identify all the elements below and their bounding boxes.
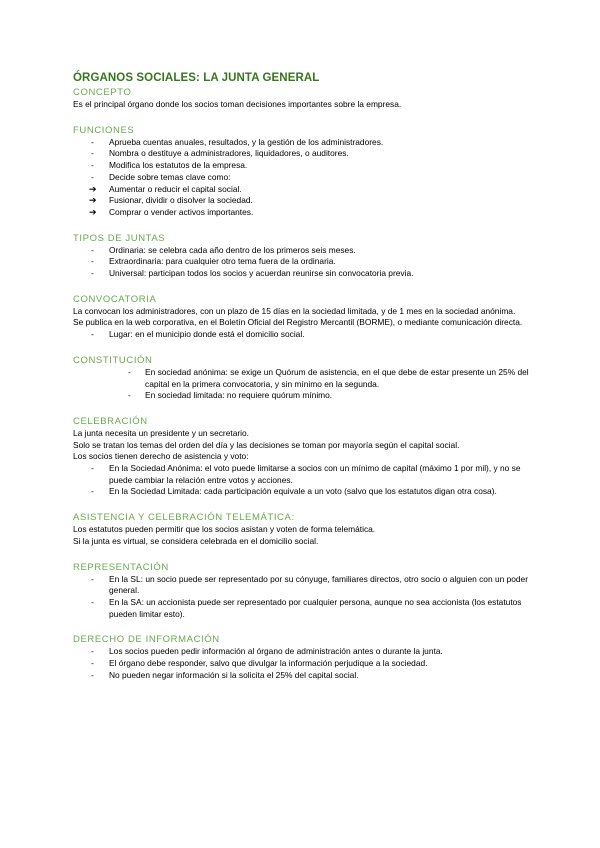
arrow-icon: ➔ (89, 183, 97, 194)
list-subitem: ➔ Aumentar o reducir el capital social. (89, 183, 242, 194)
list-item: - Extraordinaria: para cualquier otro tema fuera de la ordinaria. (91, 256, 336, 267)
paragraph: La junta necesita un presidente y un secretario. (73, 427, 249, 438)
section-representacion (73, 561, 533, 621)
bullet-list (73, 574, 533, 621)
paragraph: Se publica en la web corporativa, en el Boletín Oficial del Registro Mercantil (BORME), o mediante comunicación directa. (73, 317, 523, 328)
page-title: ÓRGANOS SOCIALES: LA JUNTA GENERAL (73, 72, 320, 84)
dash-marker: - (91, 646, 94, 657)
dash-marker: - (128, 366, 131, 377)
dash-marker: - (91, 148, 94, 159)
bullet-list (73, 463, 533, 498)
list-item: - Universal: participan todos los socios y acuerdan reunirse sin convocatoria previa. (91, 268, 414, 279)
paragraph: La convocan los administradores, con un plazo de 15 días en la sociedad limitada, y de 1 mes en la sociedad anónima. (73, 305, 516, 316)
section-funciones (73, 124, 533, 219)
dash-marker: - (91, 329, 94, 340)
list-subitem: ➔ Fusionar, dividir o disolver la sociedad. (89, 195, 253, 206)
section-convocatoria (73, 293, 533, 341)
dash-marker: - (91, 486, 94, 497)
list-item: - Decide sobre temas clave como: (91, 171, 231, 182)
paragraph: Si la junta es virtual, se considera celebrada en el domicilio social. (73, 535, 319, 546)
section-heading: DERECHO DE INFORMACIÓN (73, 634, 220, 646)
list-item: - El órgano debe responder, salvo que divulgar la información perjudique a la sociedad. (91, 658, 428, 669)
list-item: - En la SA: un accionista puede ser representado por cualquier persona, aunque no sea accionista (los estatutos pueden limitar esto). (91, 596, 522, 619)
arrow-icon: ➔ (89, 206, 97, 217)
section-concepto (73, 86, 533, 111)
dash-marker: - (91, 463, 94, 474)
dash-marker: - (91, 573, 94, 584)
section-heading: CONVOCATORIA (73, 293, 157, 305)
section-celebracion (73, 415, 533, 498)
list-item: - Aprueba cuentas anuales, resultados, y la gestión de los administradores. (91, 136, 384, 147)
dash-marker: - (91, 268, 94, 279)
section-constitucion (73, 354, 533, 402)
list-item: - Ordinaria: se celebra cada año dentro de los primeros seis meses. (91, 244, 356, 255)
section-heading: ASISTENCIA Y CELEBRACIÓN TELEMÁTICA: (73, 512, 295, 524)
paragraph: Los estatutos pueden permitir que los socios asistan y voten de forma telemática. (73, 524, 376, 535)
list-subitem: ➔ Comprar o vender activos importantes. (89, 206, 254, 217)
dash-marker: - (91, 256, 94, 267)
paragraph: Los socios tienen derecho de asistencia y voto: (73, 451, 249, 462)
dash-marker: - (91, 596, 94, 607)
section-heading: CONSTITUCIÓN (73, 354, 153, 366)
list-item: - En la Sociedad Limitada: cada participación equivale a un voto (salvo que los estatutos digan otra cosa). (91, 486, 497, 497)
list-item: - Lugar: en el municipio donde está el domicilio social. (91, 329, 305, 340)
paragraph: Es el principal órgano donde los socios toman decisiones importantes sobre la empresa. (73, 99, 402, 109)
section-heading: FUNCIONES (73, 124, 135, 136)
section-heading: CELEBRACIÓN (73, 415, 148, 427)
bullet-list (73, 329, 533, 341)
bullet-list (73, 646, 533, 681)
section-heading: REPRESENTACIÓN (73, 561, 169, 573)
list-item: - Modifica los estatutos de la empresa. (91, 160, 248, 171)
dash-marker: - (91, 160, 94, 171)
paragraph: Solo se tratan los temas del orden del día y las decisiones se toman por mayoría según el capital social. (73, 439, 460, 450)
section-informacion (73, 633, 533, 681)
dash-marker: - (91, 171, 94, 182)
bullet-list (73, 367, 533, 402)
list-item: - En la Sociedad Anónima: el voto puede limitarse a socios con un mínimo de capital (máximo 1 por mil), y no se puede cambiar la relación entre votos y acciones. (91, 463, 521, 485)
section-heading: TIPOS DE JUNTAS (73, 232, 166, 244)
section-heading: CONCEPTO (73, 87, 132, 98)
list-item: - No pueden negar información si la solicita el 25% del capital social. (91, 669, 359, 680)
document-content (73, 71, 533, 682)
list-item: - Los socios pueden pedir información al órgano de administración antes o durante la junta. (91, 646, 443, 657)
dash-marker: - (91, 658, 94, 669)
bullet-list (73, 137, 533, 219)
dash-marker: - (91, 136, 94, 147)
section-telematica (73, 511, 533, 547)
arrow-icon: ➔ (89, 195, 97, 206)
dash-marker: - (128, 390, 131, 401)
list-item: - Nombra o destituye a administradores, liquidadores, o auditores. (91, 148, 349, 159)
dash-marker: - (91, 669, 94, 680)
section-tipos (73, 232, 533, 280)
list-item: - En sociedad anónima: se exige un Quórum de asistencia, en el que debe de estar presente un 25% del capital en la primera convocatoria, y sin mínimo en la segunda. (128, 366, 529, 389)
list-item: - En sociedad limitada: no requiere quórum mínimo. (128, 390, 333, 401)
bullet-list (73, 245, 533, 280)
list-item: - En la SL: un socio puede ser representado por su cónyuge, familiares directos, otro socio o alguien con un poder general. (91, 573, 529, 596)
dash-marker: - (91, 244, 94, 255)
